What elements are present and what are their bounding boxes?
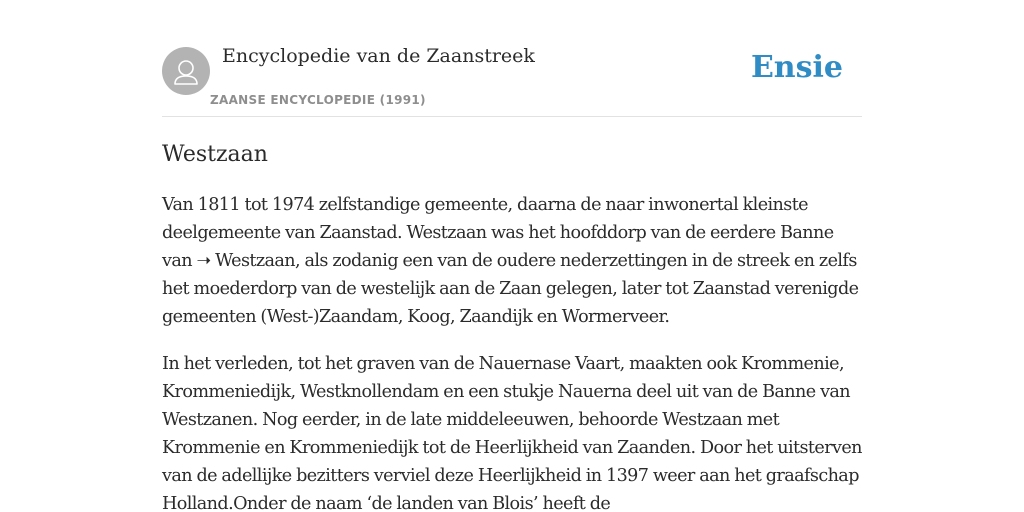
user-icon xyxy=(162,47,210,95)
source-header xyxy=(162,0,862,117)
article xyxy=(162,138,862,512)
avatar[interactable] xyxy=(162,47,210,95)
article-paragraph: Van 1811 tot 1974 zelfstandige gemeente, daarna de naar inwonertal kleinste deelgemeente van Zaanstad. Westzaan was het hoofddorp van de eerdere Banne van ➝ Westzaan, als zodanig een van de oudere nederzettingen in de streek en zelfs het moederdorp van de westelijk aan de Zaan gelegen, later tot Zaanstad verenigde gemeenten (West-)Zaandam, Koog, Zaandijk en Wormerveer. xyxy=(162,195,859,327)
source-title[interactable]: Encyclopedie van de Zaanstreek xyxy=(222,45,535,67)
source-subtitle[interactable]: ZAANSE ENCYCLOPEDIE (1991) xyxy=(210,93,426,107)
brand-logo[interactable]: Ensie xyxy=(750,50,843,85)
article-title: Westzaan xyxy=(162,142,268,167)
article-paragraph: In het verleden, tot het graven van de Nauernase Vaart, maakten ook Krommenie, Krommeniedijk, Westknollendam en een stukje Nauerna deel uit van de Banne van Westzanen. Nog eerder, in de late middeleeuwen, behoorde Westzaan met Krommenie en Krommeniedijk tot de Heerlijkheid van Zaanden. Door het uitsterven van de adellijke bezitters verviel deze Heerlijkheid in 1397 weer aan het graafschap Holland.Onder de naam ‘de landen van Blois’ heeft de xyxy=(162,354,862,512)
